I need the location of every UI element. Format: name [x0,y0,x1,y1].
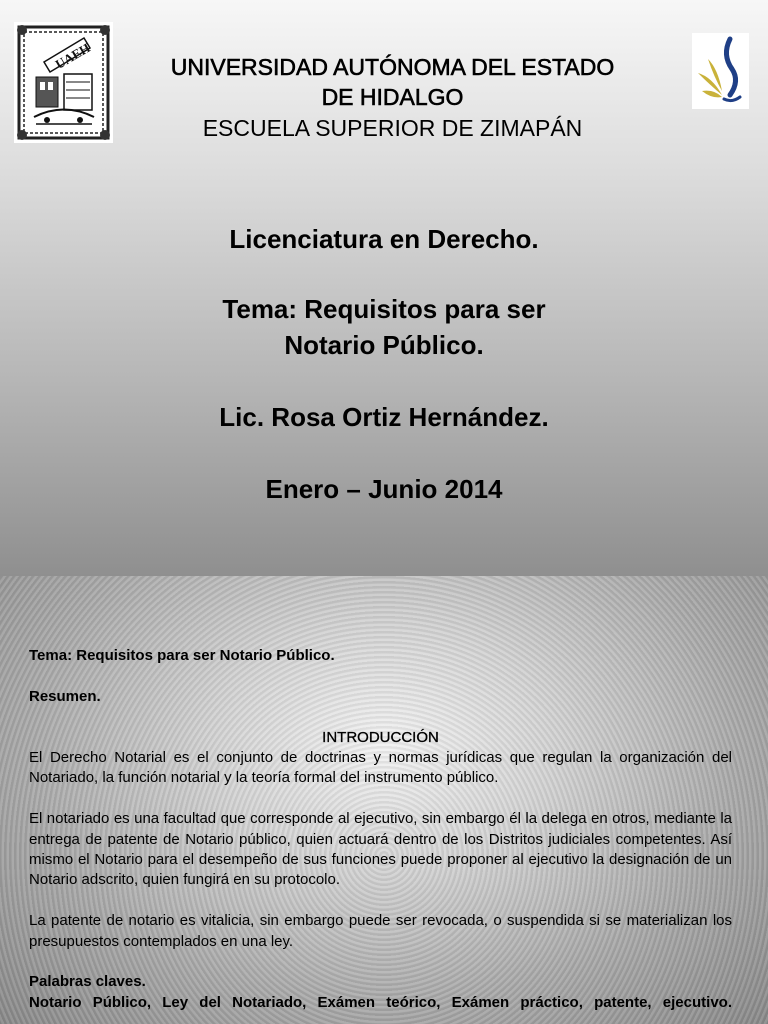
university-name-line1: UNIVERSIDAD AUTÓNOMA DEL ESTADO [170,54,615,80]
teacher-name: Lic. Rosa Ortiz Hernández. [219,402,549,432]
paragraph-2: El notariado es una facultad que corresponde al ejecutivo, sin embargo él la delega en otros, mediante la entrega de patente de Notario público, quien actuará dentro de los Distritos judiciales competentes. Así mismo el Notario para el desempeño de sus funciones puede proponer al ejecutivo la designación de un Notario adscrito, quien fungirá en su protocolo. [29,810,732,889]
period: Enero – Junio 2014 [265,474,503,504]
university-name-line2: DE HIDALGO [321,84,464,110]
keywords-heading: Palabras claves. [29,973,146,991]
zimapan-school-logo [692,33,749,109]
summary-heading: Resumen. [29,687,101,705]
paragraph-3: La patente de notario es vitalicia, sin embargo puede ser revocada, o suspendida si se materializan los presupuestos contemplados en una ley. [29,912,732,950]
keywords-list: Notario Público, Ley del Notariado, Exámen teórico, Exámen práctico, patente, ejecutivo. [29,993,732,1011]
topic-title-line1: Tema: Requisitos para ser [222,294,546,324]
svg-text:UAEH: UAEH [52,40,93,72]
doc-topic: Tema: Requisitos para ser Notario Público. [29,647,335,664]
spacer [29,707,732,727]
spacer [29,789,732,809]
abstract-document [29,646,732,1013]
topic-title-line2: Notario Público. [284,330,484,360]
school-name: ESCUELA SUPERIOR DE ZIMAPÁN [202,115,583,141]
spacer [29,891,732,911]
spacer [29,952,732,972]
uaeh-seal-logo [14,22,113,143]
abstract-slide [0,576,768,1024]
intro-heading: INTRODUCCIÓN [322,728,439,746]
degree-title: Licenciatura en Derecho. [229,224,539,254]
paragraph-1: El Derecho Notarial es el conjunto de doctrinas y normas jurídicas que regulan la organización del Notariado, la función notarial y la teoría formal del instrumento público. [29,749,732,787]
spacer [29,666,732,686]
